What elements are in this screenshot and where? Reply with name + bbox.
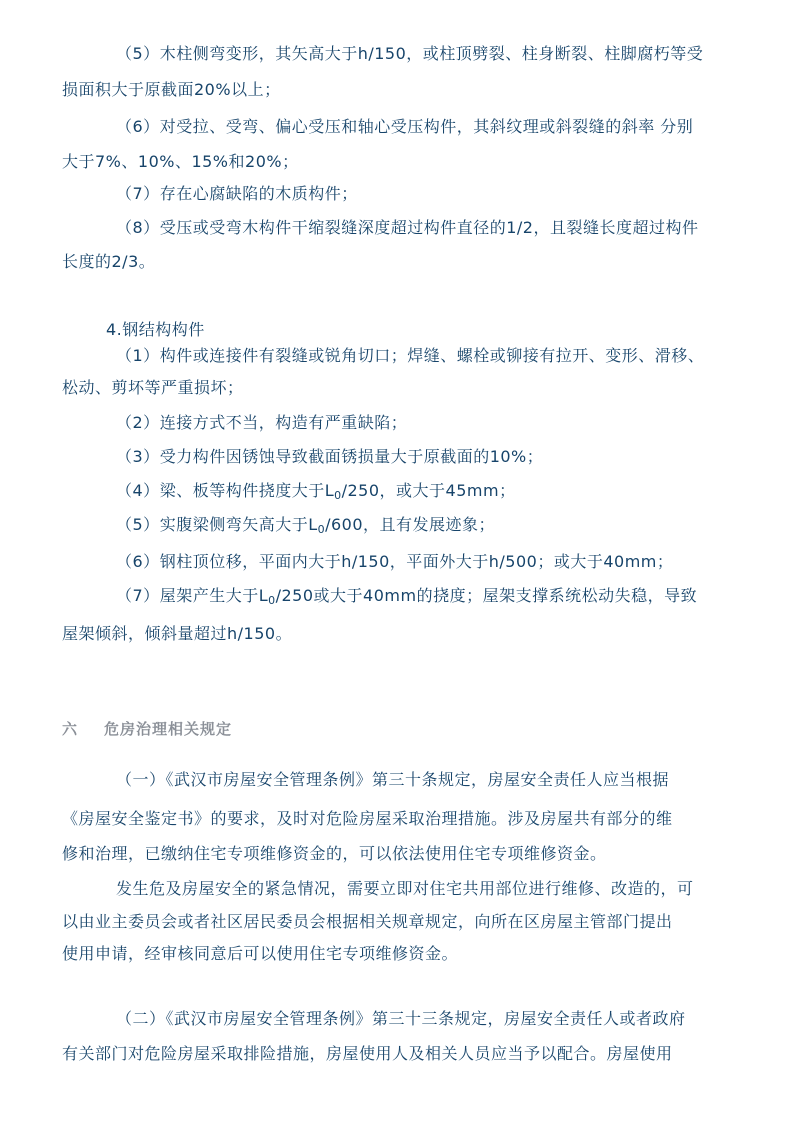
subscript: 0 [317,523,326,536]
para-1-line-3: 修和治理，已缴纳住宅专项维修资金的，可以依法使用住宅专项维修资金。 [62,844,607,863]
steel-section-title: 4.钢结构构件 [106,320,205,339]
item-label: （6） [116,552,160,571]
subscript: 0 [334,489,342,502]
item-text: 受力构件因锈蚀导致截面锈损量大于原截面的10%； [159,447,544,466]
item-text: 连接方式不当，构造有严重缺陷； [159,413,408,432]
wood-item-6-line-1 [116,115,693,139]
wood-item-8-line-2: 长度的2/3。 [62,252,156,271]
item-label: （5） [116,515,160,534]
wood-item-8-line-1 [116,216,698,240]
item-label: （5） [116,44,160,63]
wood-item-5-line-1 [116,42,703,66]
section-title: 危房治理相关规定 [104,720,233,738]
wood-item-7 [116,182,358,206]
steel-item-7-line-2: 屋架倾斜，倾斜量超过h/150。 [62,624,293,643]
item-label: （3） [116,447,160,466]
item-text-post: /250或大于40mm的挠度；屋架支撑系统松动失稳，导致 [275,586,698,605]
item-label: （1） [116,346,160,365]
item-label: （8） [116,218,160,237]
para-3-line-2: 有关部门对危险房屋采取排险措施，房屋使用人及相关人员应当予以配合。房屋使用 [62,1044,673,1063]
item-text-post: /250，或大于45mm； [341,481,516,500]
item-label: （4） [116,481,160,500]
item-label: （7） [116,184,160,203]
item-text-pre: 实腹梁侧弯矢高大于L [159,515,318,534]
section-heading [62,718,232,739]
steel-item-5 [116,513,495,537]
item-text-pre: 梁、板等构件挠度大于L [159,481,335,500]
steel-item-1-line-1 [116,344,704,368]
para-2-line-1: 发生危及房屋安全的紧急情况，需要立即对住宅共用部位进行维修、改造的，可 [116,879,694,898]
item-text-post: /600，且有发展迹象； [325,515,496,534]
subscript: 0 [268,594,276,607]
steel-item-7-line-1 [116,584,697,608]
wood-item-5-line-2: 损面积大于原截面20%以上； [62,80,281,99]
section-number: 六 [62,720,79,738]
para-2-line-3: 使用申请，经审核同意后可以使用住宅专项维修资金。 [62,944,459,963]
item-text: 钢柱顶位移，平面内大于h/150，平面外大于h/500；或大于40mm； [159,552,674,571]
item-label: （2） [116,413,160,432]
item-text: 存在心腐缺陷的木质构件； [159,184,358,203]
item-label: （7） [116,586,160,605]
wood-item-6-line-2: 大于7%、10%、15%和20%； [62,152,299,171]
item-label: （6） [116,117,160,136]
steel-item-3 [116,445,543,469]
para-2-line-2: 以由业主委员会或者社区居民委员会根据相关规章规定，向所在区房屋主管部门提出 [62,912,673,931]
item-text-pre: 屋架产生大于L [159,586,269,605]
steel-item-4 [116,479,516,503]
steel-item-2 [116,411,407,435]
steel-item-6 [116,550,673,574]
para-3-line-1: （二）《武汉市房屋安全管理条例》第三十三条规定，房屋安全责任人或者政府 [116,1009,686,1028]
para-1-line-1: （一）《武汉市房屋安全管理条例》第三十条规定，房屋安全责任人应当根据 [116,770,670,789]
item-text: 对受拉、受弯、偏心受压和轴心受压构件，其斜纹理或斜裂缝的斜率 分别 [159,117,694,136]
item-text: 受压或受弯木构件干缩裂缝深度超过构件直径的1/2，且裂缝长度超过构件 [159,218,699,237]
item-text: 构件或连接件有裂缝或锐角切口；焊缝、螺栓或铆接有拉开、变形、滑移、 [159,346,705,365]
steel-item-1-line-2: 松动、剪坏等严重损坏； [62,378,244,397]
para-1-line-2: 《房屋安全鉴定书》的要求，及时对危险房屋采取治理措施。涉及房屋共有部分的维 [62,809,673,828]
item-text: 木柱侧弯变形，其矢高大于h/150，或柱顶劈裂、柱身断裂、柱脚腐朽等受 [159,44,704,63]
